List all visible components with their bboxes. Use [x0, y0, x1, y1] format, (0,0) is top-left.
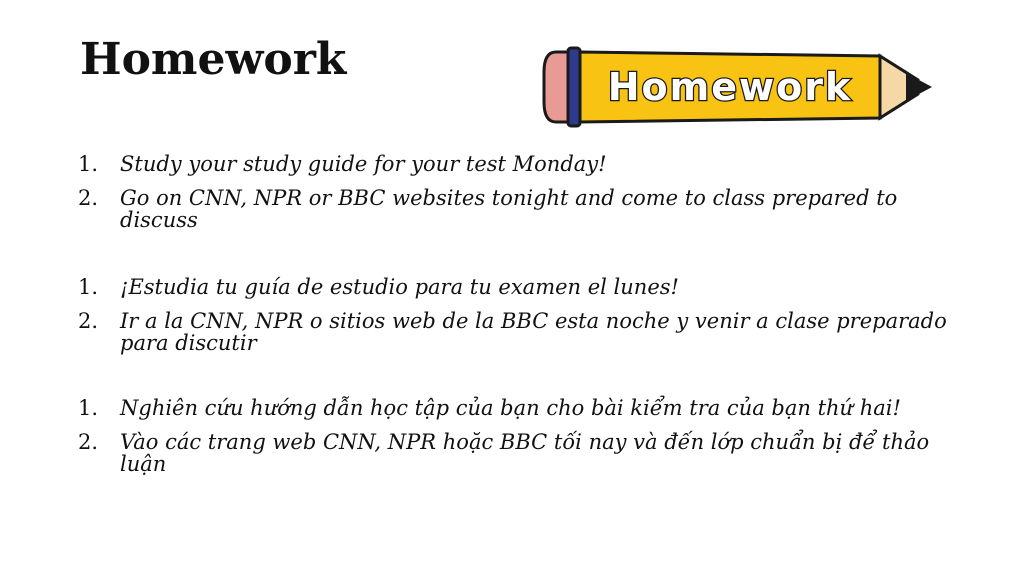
item-text: Vào các trang web CNN, NPR hoặc BBC tối nay và đến lớp chuẩn bị để thảo luận: [120, 430, 930, 476]
list-item: [78, 153, 958, 175]
list-item: [78, 310, 958, 354]
homework-pencil-icon: [540, 42, 936, 132]
item-number: 1.: [78, 152, 99, 176]
pencil-eraser: [544, 52, 570, 122]
spanish-list: [78, 276, 958, 366]
list-item: [78, 276, 958, 298]
item-text: Study your study guide for your test Monday!: [120, 152, 607, 176]
pencil-label: Homework: [607, 65, 853, 109]
pencil-lead: [906, 73, 932, 101]
vietnamese-list: [78, 397, 958, 487]
item-number: 2.: [78, 430, 99, 454]
slide-title: Homework: [80, 34, 347, 85]
item-number: 1.: [78, 275, 99, 299]
item-text: ¡Estudia tu guía de estudio para tu examen el lunes!: [120, 275, 679, 299]
item-text: Ir a la CNN, NPR o sitios web de la BBC esta noche y venir a clase preparado para discutir: [120, 309, 947, 355]
list-item: [78, 397, 958, 419]
pencil-band: [568, 48, 580, 126]
english-list: [78, 153, 958, 243]
list-item: [78, 187, 958, 231]
item-number: 2.: [78, 309, 99, 333]
item-number: 2.: [78, 186, 99, 210]
item-text: Go on CNN, NPR or BBC websites tonight and come to class prepared to discuss: [120, 186, 898, 232]
item-number: 1.: [78, 396, 99, 420]
item-text: Nghiên cứu hướng dẫn học tập của bạn cho bài kiểm tra của bạn thứ hai!: [120, 396, 901, 420]
list-item: [78, 431, 958, 475]
